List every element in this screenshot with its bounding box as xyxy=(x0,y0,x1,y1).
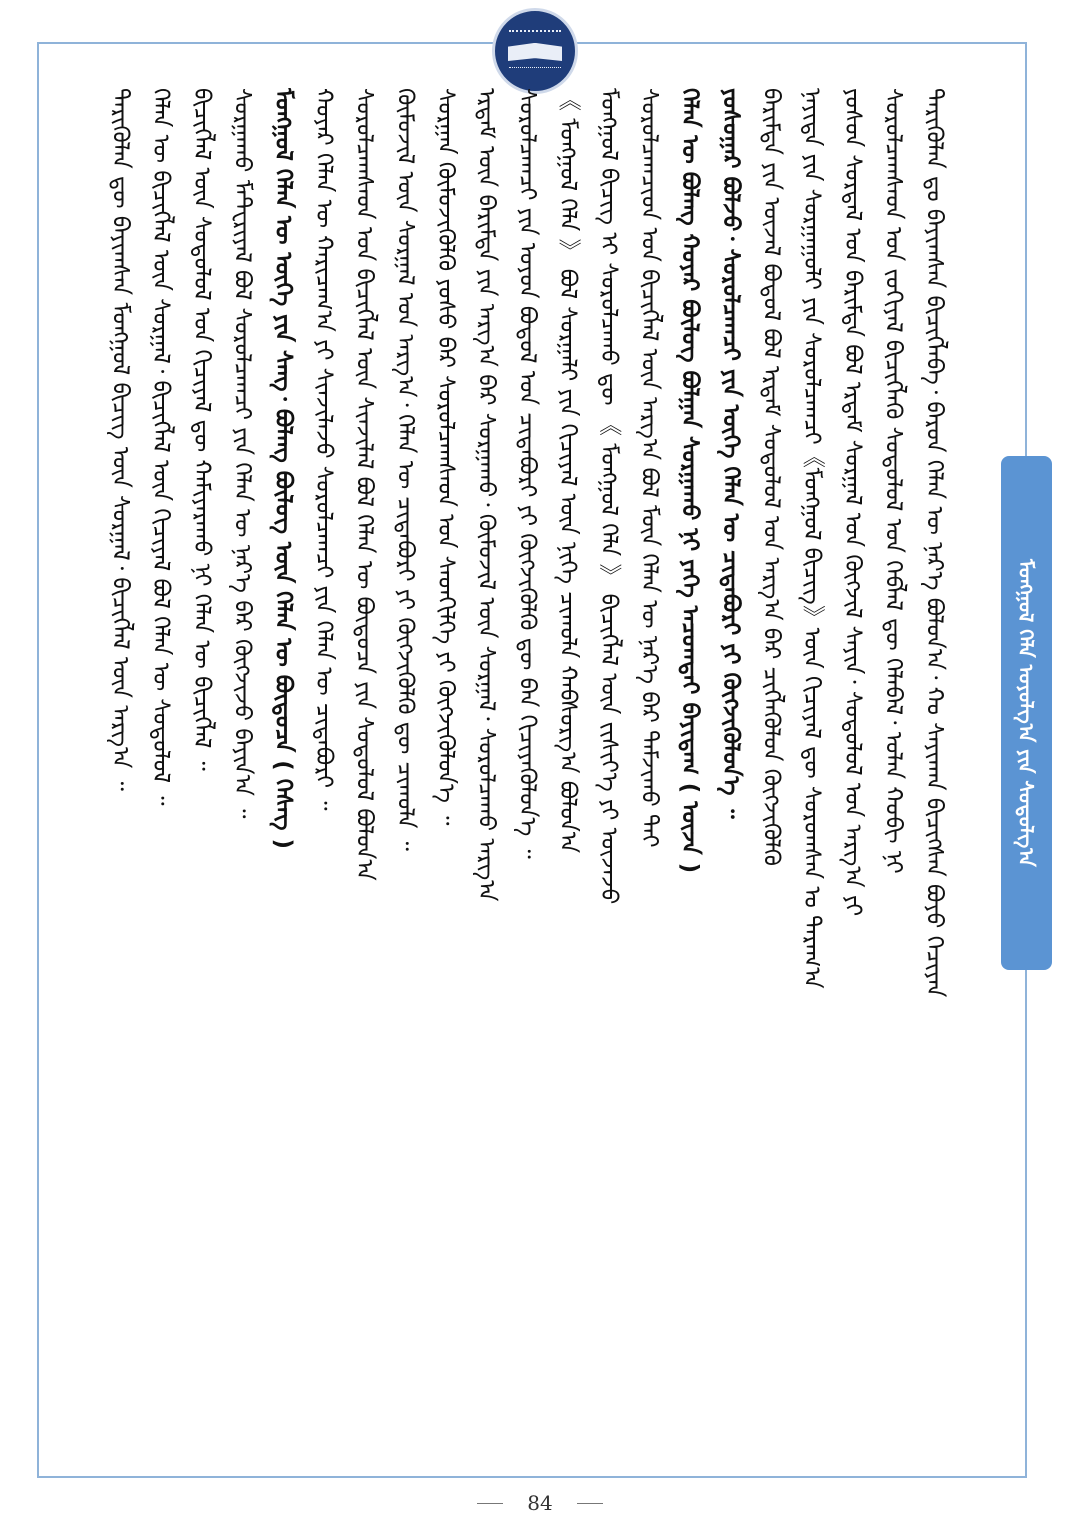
text-column: ᠶᠣᠰᠤᠭᠠᠷ ᠪᠣᠯᠵᠤ᠂ ᠰᠤᠷᠤᠯᠴᠠᠭᠴᠢ ᠶᠢᠨ ᠦᠭᠡ ᠬᠡᠯᠡᠨ ᠦ ᠴᠢᠳᠠᠪᠤᠷᠢ ᠶᠢ ᠬᠥᠭᠵᠢᠭᠦᠯᠦᠨ᠎ᠡ ᠃ xyxy=(717,88,744,819)
section-side-tab xyxy=(1001,456,1052,970)
page-number: 84 xyxy=(527,1491,553,1515)
text-column: ᠰᠤᠷᠤᠯᠴᠠᠭᠰᠠᠳ ᠤᠨ ᠵᠣᠬᠢᠶᠠᠯ ᠪᠢᠴᠢᠭᠯᠡᠬᠦ ᠰᠤᠳᠤᠯᠤᠯ ᠤᠨ ᠬᠡᠪᠯᠡᠯ ᠳᠦ ᠬᠡᠯᠡᠪᠡᠯ᠂ ᠣᠯᠠᠨ ᠬᠤᠪᠢ ᠨᠢ xyxy=(880,88,907,874)
open-book-icon xyxy=(508,43,562,61)
footer-dash-left xyxy=(477,1503,503,1504)
page-footer xyxy=(0,1488,1080,1518)
text-column: ᠲᠡᠷᠢᠬᠦᠯᠡᠨ ᠳᠦ ᠪᠠᠶᠢᠭᠰᠠᠨ ᠮᠣᠩᠭᠣᠯ ᠪᠢᠴᠢᠭ ᠦᠨ ᠰᠤᠷᠭᠠᠯ᠂ ᠪᠢᠴᠢᠭᠯᠡᠯ ᠦᠨ ᠠᠷᠭ᠎ᠠ ᠃ xyxy=(107,88,133,791)
text-column: 《 ᠮᠣᠩᠭᠣᠯ ᠬᠡᠯᠡ 》 ᠪᠣᠯ ᠰᠤᠷᠭᠠᠯᠢ ᠶᠢᠨ ᠬᠢᠴᠢᠶᠡᠯ ᠦᠨ ᠨᠢᠭᠡ ᠴᠢᠬᠤᠯᠠ ᠬᠠᠪᠰᠤᠷᠭ᠎ᠠ ᠪᠣᠯᠤᠨ᠎ᠠ xyxy=(554,88,581,854)
publisher-logo xyxy=(492,8,578,94)
text-column: ᠪᠢᠴᠢᠭᠯᠡᠯ ᠦᠨ ᠰᠤᠳᠤᠯᠤᠯ ᠤᠨ ᠬᠢᠴᠢᠶᠡᠯ ᠳᠦ ᠬᠠᠮᠢᠶᠠᠷᠠᠬᠤ ᠨᠢ ᠬᠡᠯᠡᠨ ᠦ ᠪᠢᠴᠢᠭᠯᠡᠯ ᠃ xyxy=(188,88,215,771)
text-column: ᠶᠣᠰᠤᠨ ᠰᠤᠷᠲᠠᠯ ᠤᠨ ᠪᠠᠷᠢᠮᠲᠠ ᠪᠣᠯ ᠡᠷᠳᠡᠮ ᠰᠤᠷᠭᠠᠯ ᠤᠨ ᠬᠥᠭᠵᠢᠯ ᠰᠠᠶᠢᠨ᠂ ᠰᠤᠳᠤᠯᠤᠯ ᠤᠨ ᠠᠷᠭ᠎ᠠ ᠶᠢ xyxy=(839,88,866,917)
logo-bottom-lettering xyxy=(509,67,561,72)
vertical-text-body xyxy=(105,88,955,1458)
text-column: ᠲᠡᠷᠢᠬᠦᠯᠡᠨ ᠳᠤ ᠪᠠᠶᠢᠭᠰᠠᠨ ᠪᠢᠴᠢᠭᠯᠡᠪᠡ᠂ ᠪᠠᠷᠤᠨ ᠬᠡᠯᠡᠨ ᠦ ᠨᠡᠷ᠎ᠡ ᠪᠣᠯᠤᠨ᠎ᠠ᠂ ᠬᠣ ᠰᠠᠶᠢᠬᠠᠨ ᠪᠢᠴᠢᠭᠰᠡᠨ ᠪᠤᠶᠤ ᠬᠡᠴᠢᠶᠡᠨ xyxy=(920,88,947,998)
text-column: ᠮᠣᠩᠭᠣᠯ ᠬᠡᠯᠡᠨ ᠦ ᠦᠭᠡ ᠶᠢᠨ ᠰᠠᠩ᠂ ᠪᠤᠯᠠᠩ ᠪᠦᠯᠦᠭ ᠦᠨ ᠬᠡᠯᠡᠨ ᠦ ᠪᠦᠲᠦᠴᠡ ( ᠬᠡᠰᠡᠭ ) xyxy=(269,88,296,849)
text-column: ᠬᠡᠯᠡᠨ ᠦ ᠪᠤᠯᠠᠩ ᠬᠣᠶᠠᠷ ᠪᠦᠯᠦᠭ ᠪᠣᠯᠭᠠᠨ ᠰᠤᠷᠭᠠᠬᠤ ᠨᠢ ᠶᠡᠬᠡ ᠠᠴᠤᠭᠲᠠᠢ ᠪᠠᠶᠢᠳᠠᠭ ( ᠦᠵᠡ ) xyxy=(676,88,703,874)
logo-top-lettering xyxy=(509,30,561,38)
text-column: ᠬᠥᠮᠦᠵᠢᠯ ᠦᠨ ᠰᠤᠷᠭᠠᠯ ᠤᠨ ᠠᠷᠭ᠎ᠠ᠂ ᠬᠡᠯᠡᠨ ᠦ ᠴᠢᠳᠠᠪᠤᠷᠢ ᠶᠢ ᠬᠥᠭᠵᠢᠭᠦᠯᠬᠦ ᠳᠦ ᠴᠢᠬᠤᠯᠠ ᠃ xyxy=(391,88,418,851)
side-tab-title: ᠮᠣᠩᠭᠣᠯ ᠬᠡᠯᠡ ᠤᠶᠤᠯᠭ᠎ᠠ ᠶᠢᠨ ᠰᠤᠳᠤᠯᠭ᠎ᠠ xyxy=(1014,559,1038,867)
text-column: ᠰᠤᠷᠤᠯᠴᠠᠭᠰᠠᠳ ᠤᠨ ᠪᠢᠴᠢᠭᠯᠡᠯ ᠦᠨ ᠰᠢᠨᠵᠢᠯᠡᠯ ᠪᠣᠯ ᠬᠡᠯᠡᠨ ᠦ ᠪᠦᠲᠦᠴᠡ ᠶᠢᠨ ᠰᠤᠳᠤᠯᠤᠯ ᠪᠣᠯᠤᠨ᠎ᠠ xyxy=(351,88,378,881)
text-column: ᠬᠡᠯᠡᠨ ᠦ ᠪᠢᠴᠢᠭᠯᠡᠯ ᠦᠨ ᠰᠤᠷᠭᠠᠯ᠂ ᠪᠢᠴᠢᠭᠯᠡᠯ ᠦᠨ ᠬᠢᠴᠢᠶᠡᠯ ᠪᠣᠯ ᠬᠡᠯᠡᠨ ᠦ ᠰᠤᠳᠤᠯᠤᠯ ᠃ xyxy=(147,88,174,806)
text-column: ᠰᠤᠷᠤᠯᠴᠠᠭᠴᠢ ᠶᠢᠨ ᠣᠶᠤᠨ ᠪᠣᠳᠤᠯ ᠤᠨ ᠴᠢᠳᠠᠪᠤᠷᠢ ᠶᠢ ᠬᠥᠭᠵᠢᠭᠦᠯᠬᠦ ᠳᠦ ᠪᠡᠨ ᠬᠢᠴᠢᠶᠡᠭᠦᠯᠦᠨ᠎ᠡ ᠃ xyxy=(513,88,540,859)
footer-dash-right xyxy=(577,1503,603,1504)
text-column: ᠡᠷᠳᠡᠮ ᠦᠨ ᠪᠠᠷᠢᠮᠲᠠ ᠶᠢᠨ ᠠᠷᠭ᠎ᠠ ᠪᠠᠷ ᠰᠤᠷᠭᠠᠬᠤ᠂ ᠬᠥᠮᠦᠵᠢᠯ ᠦᠨ ᠰᠤᠷᠭᠠᠯ᠂ ᠰᠤᠷᠤᠯᠴᠠᠬᠤ ᠠᠷᠭ᠎ᠠ xyxy=(473,88,500,902)
text-column: ᠬᠣᠶᠠᠷ ᠬᠡᠯᠡᠨ ᠦ ᠬᠠᠷᠢᠴᠠᠭ᠎ᠠ ᠶᠢ ᠰᠢᠨᠵᠢᠯᠡᠵᠦ ᠰᠤᠷᠤᠯᠴᠠᠭᠴᠢ ᠶᠢᠨ ᠬᠡᠯᠡᠨ ᠦ ᠴᠢᠳᠠᠪᠤᠷᠢ ᠃ xyxy=(310,88,337,811)
text-column: ᠪᠠᠷᠢᠮᠲᠠ ᠶᠢᠨ ᠦᠵᠡᠯ ᠪᠣᠳᠤᠯ ᠪᠣᠯ ᠡᠷᠳᠡᠮ ᠰᠤᠳᠤᠯᠤᠯ ᠤᠨ ᠠᠷᠭ᠎ᠠ ᠪᠠᠷ ᠴᠢᠭᠯᠡᠭᠦᠯᠦᠨ ᠬᠥᠭᠵᠢᠭᠦᠯᠬᠦ xyxy=(758,88,784,866)
text-column: ᠮᠣᠩᠭᠣᠯ ᠪᠢᠴᠢᠭ ᠢ ᠰᠤᠷᠤᠯᠴᠠᠬᠤ ᠳᠦ 《 ᠮᠣᠩᠭᠣᠯ ᠬᠡᠯᠡ 》 ᠪᠢᠴᠢᠭᠯᠡᠯ ᠦᠨ ᠵᠢᠱᠢᠶ᠎ᠡ ᠶᠢ ᠦᠵᠡᠵᠦ xyxy=(595,88,622,905)
text-column: ᠰᠤᠷᠭᠠᠬᠤ ᠮᠠᠲ᠋ᠧᠷᠢᠶᠠᠯ ᠪᠣᠯ ᠰᠤᠷᠤᠯᠴᠠᠭᠴᠢ ᠶᠢᠨ ᠬᠡᠯᠡᠨ ᠦ ᠨᠡᠷ᠎ᠡ ᠪᠠᠷ ᠬᠥᠭᠵᠢᠵᠦ ᠪᠠᠶᠢᠨ᠎ᠠ ᠃ xyxy=(229,88,256,819)
text-column: ᠨᠡᠶᠢᠲᠡ ᠶᠢᠨ ᠰᠤᠷᠭᠠᠭᠤᠯᠢ ᠶᠢᠨ ᠰᠤᠷᠤᠯᠴᠠᠭᠴᠢ《ᠮᠣᠩᠭᠣᠯ ᠪᠢᠴᠢᠭ》ᠦᠨ ᠬᠢᠴᠢᠶᠡᠯ ᠳᠦ ᠰᠤᠷᠤᠭᠰᠠᠨ ᠤ ᠳᠠᠷᠠᠭ᠎ᠠ xyxy=(798,88,825,989)
text-column: ᠰᠤᠷᠤᠯᠴᠠᠭᠴᠢᠳ ᠤᠨ ᠪᠢᠴᠢᠭᠯᠡᠯ ᠦᠨ ᠠᠷᠭ᠎ᠠ ᠪᠣᠯ ᠮᠥᠨ ᠬᠡᠯᠡᠨ ᠦ ᠨᠡᠷ᠎ᠡ ᠪᠠᠷ ᠳᠠᠮᠵᠢᠬᠤ ᠲᠠᠢ xyxy=(635,88,662,848)
text-column: ᠰᠤᠷᠭᠠᠨ ᠬᠥᠮᠦᠵᠢᠭᠦᠯᠬᠦ ᠶᠣᠰᠤ ᠪᠠᠷ ᠰᠤᠷᠤᠯᠴᠠᠭᠰᠠᠳ ᠤᠨ ᠰᠡᠳᠬᠢᠯᠭᠡ ᠶᠢ ᠬᠥᠭᠵᠢᠭᠦᠯᠦᠨ᠎ᠡ ᠃ xyxy=(432,88,459,826)
